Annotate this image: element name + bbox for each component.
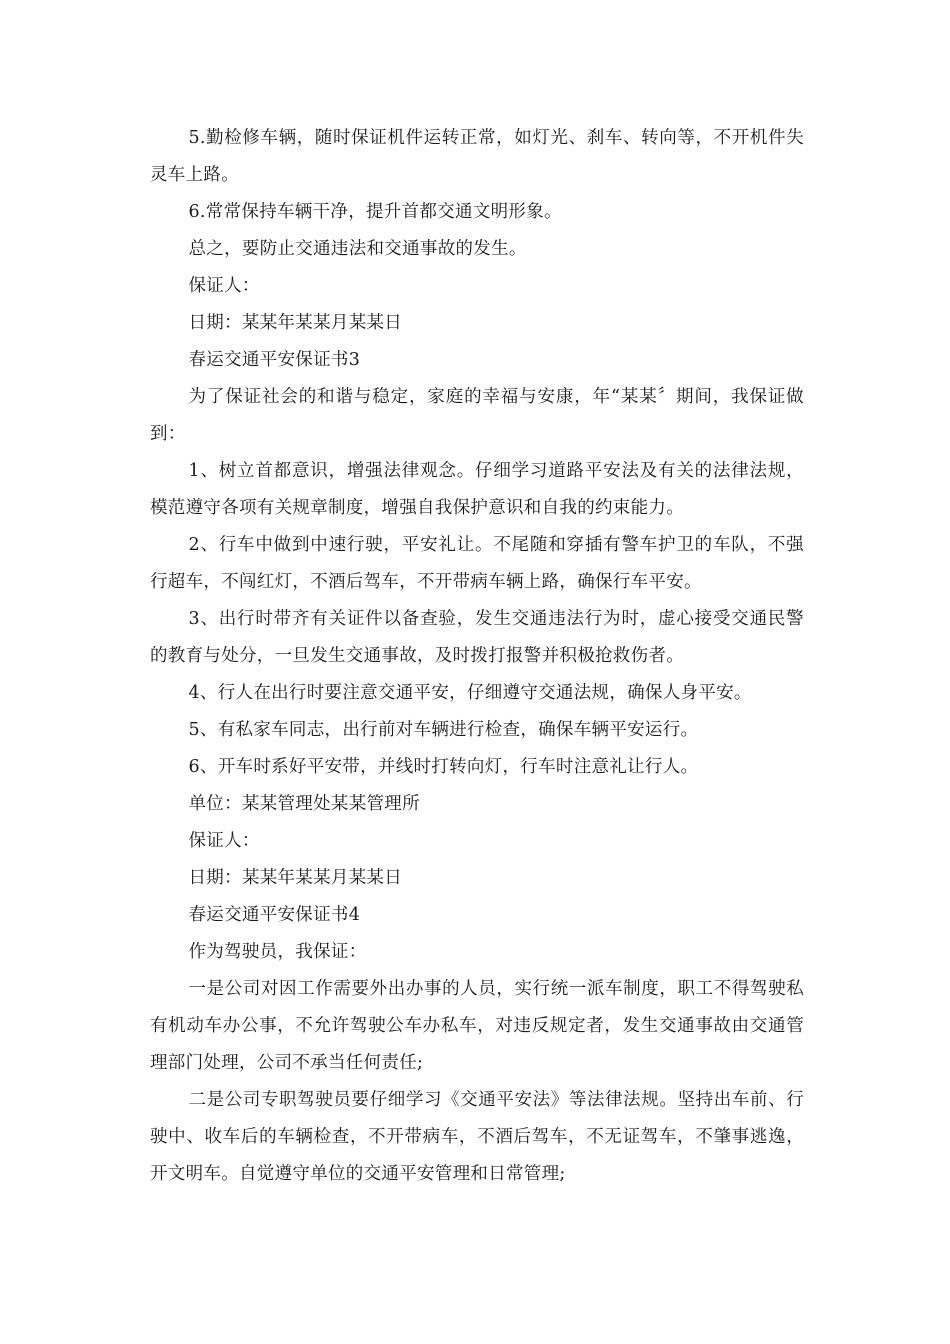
section-3-item-3: 3、出行时带齐有关证件以备查验，发生交通违法行为时，虚心接受交通民警的教育与处分，一旦发生交通事故，及时拨打报警并积极抢救伤者。 [150,609,804,666]
paragraph-item-6-clean: 6.常常保持车辆干净，提升首都交通文明形象。 [188,202,562,222]
date-line-2: 日期：某某年某某月某某日 [188,868,403,888]
section-4-intro: 作为驾驶员，我保证： [188,942,367,962]
section-title-3: 春运交通平安保证书3 [188,350,361,370]
guarantor-label: 保证人： [188,276,260,296]
date-line: 日期：某某年某某月某某日 [188,313,403,333]
section-3-item-2: 2、行车中做到中速行驶，平安礼让。不尾随和穿插有警车护卫的车队，不强行超车，不闯红灯，不酒后驾车，不开带病车辆上路，确保行车平安。 [150,535,804,592]
section-3-item-1: 1、树立首都意识，增强法律观念。仔细学习道路平安法及有关的法律法规，模范遵守各项有关规章制度，增强自我保护意识和自我的约束能力。 [150,461,804,518]
section-title-4: 春运交通平安保证书4 [188,905,361,925]
document-body [150,120,804,1193]
unit-line: 单位：某某管理处某某管理所 [188,794,420,814]
paragraph-item-5-inspection: 5.勤检修车辆，随时保证机件运转正常，如灯光、刹车、转向等，不开机件失灵车上路。 [150,128,804,185]
section-3-item-6: 6、开车时系好平安带，并线时打转向灯，行车时注意礼让行人。 [188,757,699,777]
section-4-item-1: 一是公司对因工作需要外出办事的人员，实行统一派车制度，职工不得驾驶私有机动车办公事，不允许驾驶公车办私车，对违反规定者，发生交通事故由交通管理部门处理，公司不承当任何责任; [150,979,804,1073]
section-3-intro: 为了保证社会的和谐与稳定，家庭的幸福与安康，年“某某〞期间，我保证做到： [150,387,804,444]
paragraph-summary: 总之，要防止交通违法和交通事故的发生。 [188,239,527,259]
section-3-item-4: 4、行人在出行时要注意交通平安，仔细遵守交通法规，确保人身平安。 [188,683,752,703]
section-3-item-5: 5、有私家车同志，出行前对车辆进行检查，确保车辆平安运行。 [188,720,699,740]
section-4-item-2: 二是公司专职驾驶员要仔细学习《交通平安法》等法律法规。坚持出车前、行驶中、收车后的车辆检查，不开带病车，不酒后驾车，不无证驾车，不肇事逃逸，开文明车。自觉遵守单位的交通平安管理和日常管理; [150,1090,804,1184]
guarantor-label-2: 保证人： [188,831,260,851]
